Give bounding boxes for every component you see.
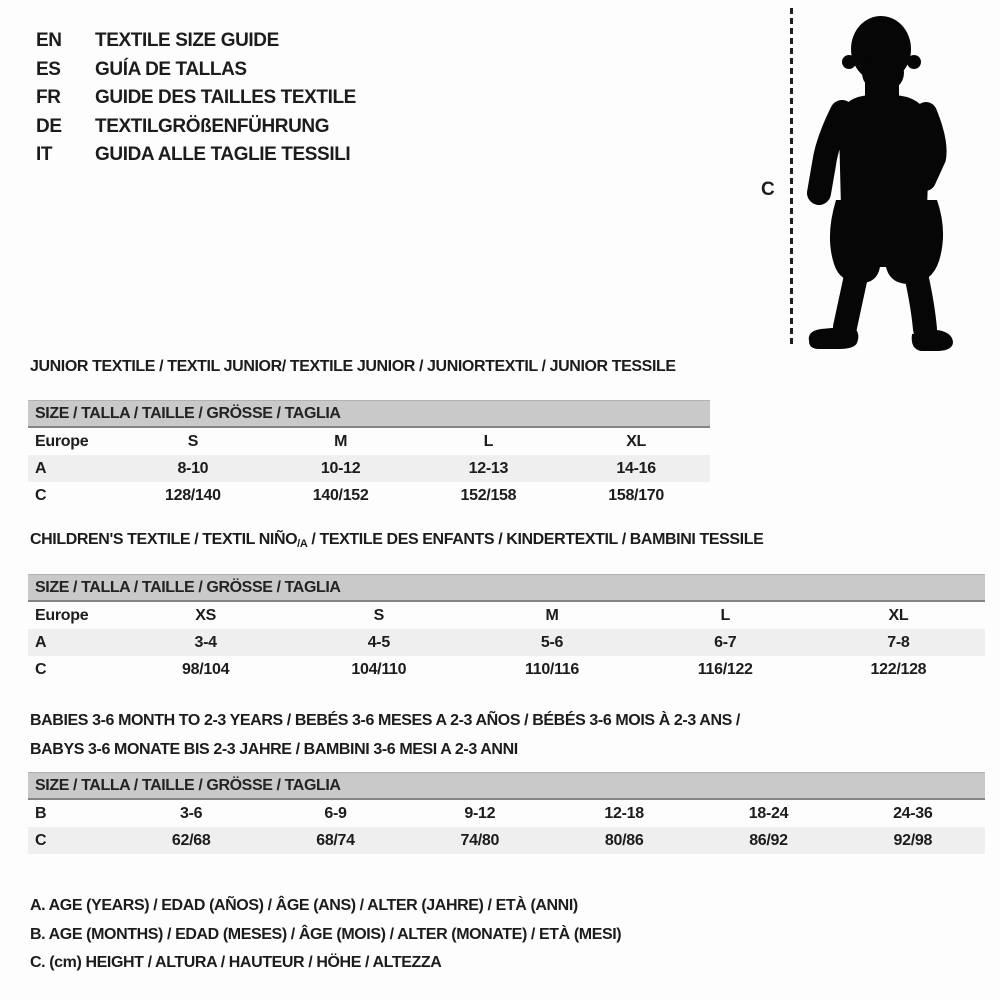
children-height-row	[28, 656, 985, 683]
junior-height-xl: 158/170	[608, 487, 664, 504]
lang-row-fr	[36, 84, 356, 113]
junior-height-s: 128/140	[165, 487, 221, 504]
children-size-header-bar: SIZE / TALLA / TAILLE / GRÖSSE / TAGLIA	[28, 574, 985, 602]
babies-months-3: 9-12	[464, 805, 496, 822]
babies-size-table	[28, 772, 985, 854]
lang-code-fr: FR	[36, 87, 61, 109]
children-age-l: 6-7	[714, 634, 737, 651]
lang-row-en	[36, 27, 356, 56]
babies-size-header-bar: SIZE / TALLA / TAILLE / GRÖSSE / TAGLIA	[28, 772, 985, 800]
children-age-row	[28, 629, 985, 656]
babies-months-4: 12-18	[604, 805, 644, 822]
junior-size-header-bar: SIZE / TALLA / TAILLE / GRÖSSE / TAGLIA	[28, 400, 710, 428]
children-col-xs: XS	[195, 607, 216, 624]
babies-height-1: 62/68	[171, 832, 211, 849]
children-height-m: 110/116	[525, 661, 579, 678]
junior-age-row	[28, 455, 710, 482]
lang-label-es: GUÍA DE TALLAS	[95, 58, 247, 80]
lang-label-it: GUIDA ALLE TAGLIE TESSILI	[95, 144, 351, 166]
children-age-xs: 3-4	[194, 634, 217, 651]
children-col-xl: XL	[888, 607, 909, 624]
babies-months-1: 3-6	[180, 805, 203, 822]
babies-section-title	[30, 706, 740, 764]
junior-age-xl: 14-16	[616, 460, 656, 477]
lang-code-de: DE	[36, 115, 62, 137]
lang-code-en: EN	[36, 30, 62, 52]
babies-height-6: 92/98	[893, 832, 933, 849]
toddler-silhouette-icon	[740, 0, 1000, 360]
babies-height-row	[28, 827, 985, 854]
legend-line-b: B. AGE (MONTHS) / EDAD (MESES) / ÂGE (MOIS) / ALTER (MONATE) / ETÀ (MESI)	[30, 925, 622, 943]
children-col-l: L	[720, 607, 730, 624]
babies-title-line2: BABYS 3-6 MONATE BIS 2-3 JAHRE / BAMBINI 3-6 MESI A 2-3 ANNI	[30, 741, 518, 758]
legend-line-c: C. (cm) HEIGHT / ALTURA / HAUTEUR / HÖHE / ALTEZZA	[30, 954, 442, 971]
children-height-l: 116/122	[697, 661, 753, 678]
junior-height-row-label: C	[35, 487, 47, 504]
children-age-m: 5-6	[540, 634, 564, 651]
babies-height-4: 80/86	[604, 832, 644, 849]
junior-height-m: 140/152	[312, 487, 369, 504]
children-size-table	[28, 574, 985, 683]
lang-code-it: IT	[36, 144, 53, 166]
children-col-s: S	[373, 607, 384, 624]
junior-height-l: 152/158	[460, 487, 517, 504]
junior-age-l: 12-13	[468, 460, 509, 477]
junior-col-l: L	[483, 433, 494, 450]
junior-europe-label: Europe	[35, 433, 89, 450]
lang-label-fr: GUIDE DES TAILLES TEXTILE	[95, 87, 356, 109]
children-height-xs: 98/104	[182, 661, 230, 678]
children-section-title	[30, 531, 763, 549]
lang-row-es	[36, 56, 356, 85]
babies-months-6: 24-36	[893, 805, 933, 822]
babies-months-2: 6-9	[324, 805, 347, 822]
babies-height-5: 86/92	[749, 832, 788, 849]
junior-height-row	[28, 482, 710, 509]
children-title-post: / TEXTILE DES ENFANTS / KINDERTEXTIL / BAMBINI TESSILE	[307, 531, 764, 548]
children-column-header-row	[28, 602, 985, 629]
junior-age-s: 8-10	[177, 460, 209, 477]
children-age-s: 4-5	[367, 634, 390, 651]
children-europe-label: Europe	[35, 607, 89, 624]
lang-code-es: ES	[36, 58, 61, 80]
junior-age-row-label: A	[35, 460, 47, 477]
children-title-sub: /A	[297, 538, 308, 550]
junior-col-s: S	[187, 433, 199, 450]
junior-section-title: JUNIOR TEXTILE / TEXTIL JUNIOR/ TEXTILE JUNIOR / JUNIORTEXTIL / JUNIOR TESSILE	[30, 358, 676, 375]
children-height-row-label: C	[35, 661, 47, 678]
junior-column-header-row	[28, 428, 710, 455]
lang-row-de	[36, 113, 356, 142]
junior-age-m: 10-12	[320, 460, 361, 477]
lang-label-de: TEXTILGRÖßENFÜHRUNG	[95, 115, 330, 137]
legend-line-a: A. AGE (YEARS) / EDAD (AÑOS) / ÂGE (ANS) / ALTER (JAHRE) / ETÀ (ANNI)	[30, 897, 578, 914]
language-title-list	[36, 27, 356, 170]
junior-size-table	[28, 400, 710, 509]
children-age-xl: 7-8	[887, 634, 910, 651]
lang-label-en: TEXTILE SIZE GUIDE	[95, 30, 279, 52]
children-title-pre: CHILDREN'S TEXTILE / TEXTIL NIÑO	[30, 531, 298, 548]
junior-col-m: M	[334, 433, 348, 450]
babies-months-row-label: B	[35, 805, 47, 822]
children-height-xl: 122/128	[870, 661, 927, 678]
babies-height-3: 74/80	[460, 832, 500, 849]
babies-height-2: 68/74	[316, 832, 355, 849]
lang-row-it	[36, 141, 356, 170]
babies-title-line1: BABIES 3-6 MONTH TO 2-3 YEARS / BEBÉS 3-6 MESES A 2-3 AÑOS / BÉBÉS 3-6 MOIS À 2-3 ANS /	[30, 712, 740, 729]
babies-height-row-label: C	[35, 832, 47, 849]
babies-months-row	[28, 800, 985, 827]
children-col-m: M	[545, 607, 559, 624]
children-age-row-label: A	[35, 634, 47, 651]
children-height-s: 104/110	[351, 661, 407, 678]
junior-col-xl: XL	[626, 433, 647, 450]
measurement-legend	[30, 892, 621, 978]
height-measure-label: C	[761, 179, 775, 200]
babies-months-5: 18-24	[748, 805, 789, 822]
